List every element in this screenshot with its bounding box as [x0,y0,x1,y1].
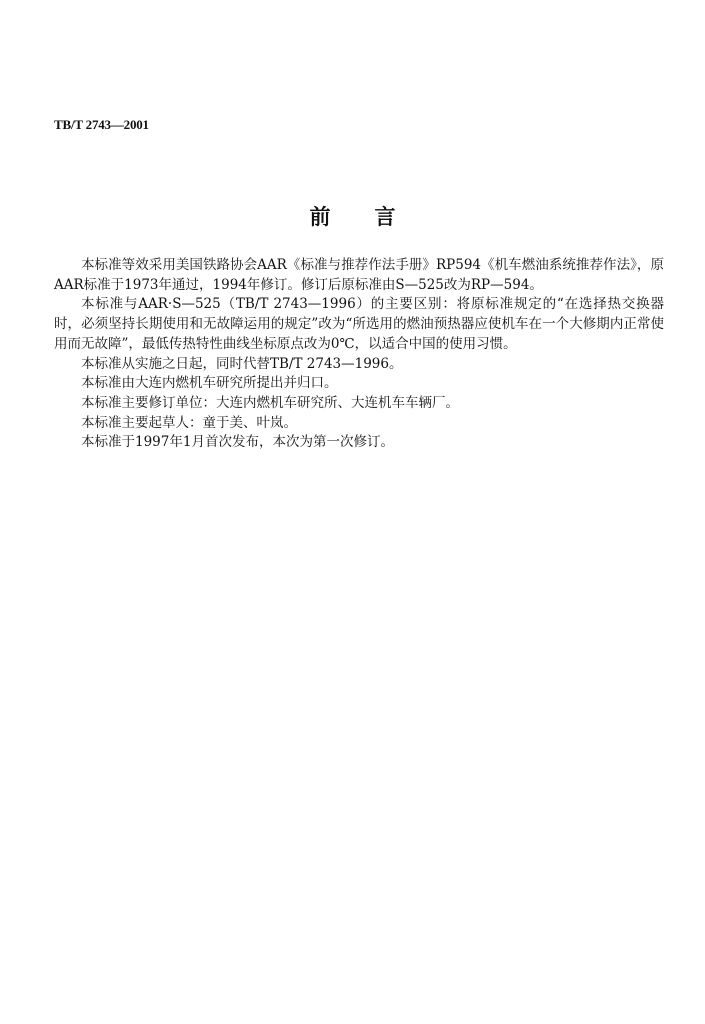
foreword-body [54,256,664,453]
page-title: 前言 [309,205,440,229]
paragraph-replacement: 本标准从实施之日起，同时代替TB/T 2743—1996。 [81,355,403,372]
paragraph-adoption: 本标准等效采用美国铁路协会AAR《标准与推荐作法手册》RP594《机车燃油系统推荐作法》，原AAR标准于1973年通过，1994年修订。修订后原标准由S—525改为RP—594。 [54,257,664,293]
paragraph-proposer: 本标准由大连内燃机车研究所提出并归口。 [81,375,338,392]
standard-code-header: TB/T 2743—2001 [54,117,149,132]
paragraph-differences: 本标准与AAR·S—525（TB/T 2743—1996）的主要区别：将原标准规定的“在选择热交换器时，必须坚持长期使用和无故障运用的规定”改为“所选用的燃油预热器应使机车在一个大修期内正常使用而无故障”，最低传热特性曲线坐标原点改为0℃，以适合中国的使用习惯。 [54,296,664,352]
paragraph-revising-units: 本标准主要修订单位：大连内燃机车研究所、大连机车车辆厂。 [81,394,459,411]
paragraph-drafters: 本标准主要起草人：童于美、叶岚。 [81,414,297,431]
paragraph-publication-history: 本标准于1997年1月首次发布，本次为第一次修订。 [81,434,394,451]
